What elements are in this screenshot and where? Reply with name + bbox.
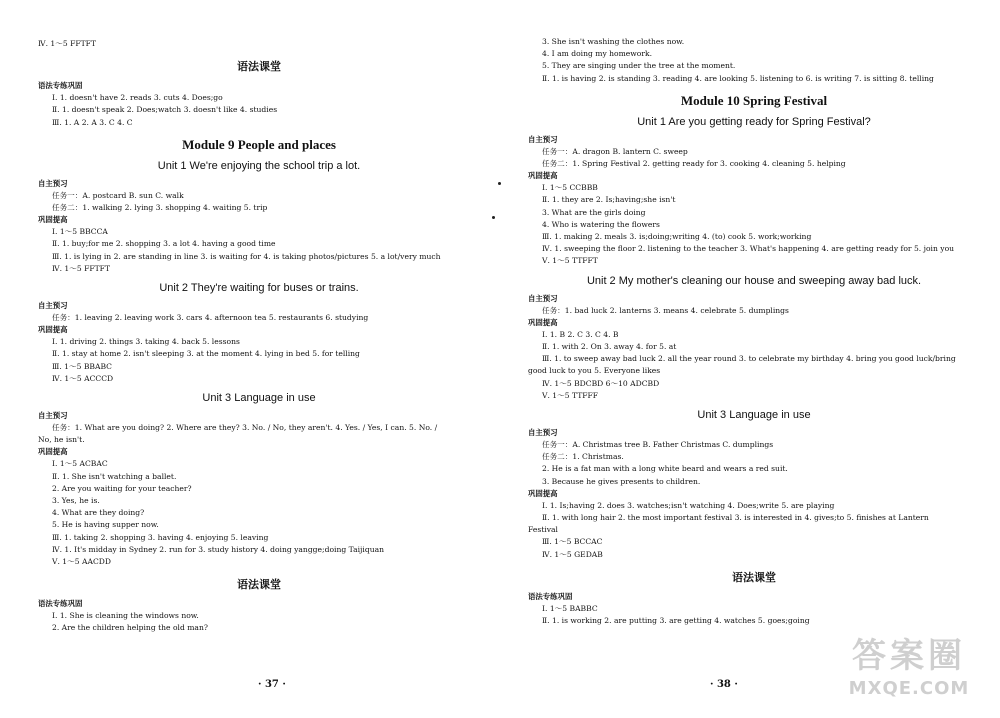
answer-line: Ⅲ. 1. making 2. meals 3. is;doing;writing 4. (to) cook 5. work;working bbox=[542, 232, 812, 242]
subsection-label: 巩固提高 bbox=[38, 447, 68, 457]
answer-line: Ⅰ. 1. B 2. C 3. C 4. B bbox=[542, 329, 619, 339]
subsection-label: 自主预习 bbox=[38, 301, 68, 311]
section-heading: 语法课堂 bbox=[237, 60, 281, 74]
subsection-label: 巩固提高 bbox=[38, 215, 68, 225]
answer-line: 任务一：A. dragon B. lantern C. sweep bbox=[542, 146, 688, 156]
subsection-label: 巩固提高 bbox=[528, 317, 558, 327]
answer-line: Ⅳ. 1～5 BDCBD 6～10 ADCBD bbox=[542, 378, 660, 388]
answer-line: Ⅰ. 1. driving 2. things 3. taking 4. back 5. lessons bbox=[52, 337, 240, 347]
answer-line: Ⅱ. 1. is having 2. is standing 3. reading 4. are looking 5. listening to 6. is writing 7. is sitting 8. telling bbox=[542, 73, 934, 83]
answer-line: Ⅳ. 1～5 GEDAB bbox=[542, 549, 603, 559]
answer-line: good luck to you 5. Everyone likes bbox=[528, 366, 661, 376]
left-page-content bbox=[38, 38, 480, 635]
answer-line: Ⅲ. 1～5 BBABC bbox=[52, 361, 112, 371]
subsection-label: 巩固提高 bbox=[38, 325, 68, 335]
answer-line: 任务二：1. Christmas. bbox=[542, 452, 624, 462]
subsection-label: 自主预习 bbox=[528, 293, 558, 303]
watermark-logo bbox=[824, 634, 994, 714]
answer-line: 3. Because he gives presents to children. bbox=[542, 476, 701, 486]
answer-line: 4. Who is watering the flowers bbox=[542, 219, 660, 229]
answer-line: 4. I am doing my homework. bbox=[542, 49, 653, 59]
answer-line: 任务一：A. postcard B. sun C. walk bbox=[52, 190, 184, 200]
answer-line: 5. They are singing under the tree at the moment. bbox=[542, 61, 736, 71]
answer-line: 2. He is a fat man with a long white beard and wears a red suit. bbox=[542, 464, 788, 474]
answer-line: 3. What are the girls doing bbox=[542, 207, 646, 217]
answer-line: Ⅱ. 1. they are 2. Is;having;she isn't bbox=[542, 195, 676, 205]
answer-line: Ⅱ. 1. doesn't speak 2. Does;watch 3. doesn't like 4. studies bbox=[52, 105, 278, 115]
answer-line: Ⅰ. 1. She is cleaning the windows now. bbox=[52, 611, 199, 621]
answer-line: Ⅱ. 1. with long hair 2. the most important festival 3. is interested in 4. gives;to 5. finishes at Lantern bbox=[542, 513, 929, 523]
answer-line: Festival bbox=[528, 525, 558, 535]
answer-line: Ⅳ. 1～5 ACCCD bbox=[52, 373, 114, 383]
answer-line: Ⅲ. 1. taking 2. shopping 3. having 4. enjoying 5. leaving bbox=[52, 532, 269, 542]
answer-line: 任务：1. leaving 2. leaving work 3. cars 4. afternoon tea 5. restaurants 6. studying bbox=[52, 313, 369, 323]
answer-line: Ⅰ. 1～5 BABBC bbox=[542, 603, 598, 613]
scan-speck bbox=[492, 216, 495, 219]
answer-line: Ⅱ. 1. She isn't watching a ballet. bbox=[52, 471, 177, 481]
answer-line: Ⅱ. 1. with 2. On 3. away 4. for 5. at bbox=[542, 342, 677, 352]
answer-line: Ⅱ. 1. buy;for me 2. shopping 3. a lot 4. having a good time bbox=[52, 239, 276, 249]
watermark-text-top: 答案圈 bbox=[852, 636, 966, 676]
page-number-right: · 38 · bbox=[710, 679, 738, 690]
answer-line: Ⅳ. 1. It's midday in Sydney 2. run for 3. study history 4. doing yangge;doing Taijiquan bbox=[52, 544, 385, 554]
page-number-left: · 37 · bbox=[258, 679, 286, 690]
answer-line: Ⅰ. 1～5 CCBBB bbox=[542, 183, 598, 193]
section-heading: Unit 1 We're enjoying the school trip a lot. bbox=[157, 159, 361, 172]
answer-line: 2. Are you waiting for your teacher? bbox=[52, 483, 192, 493]
answer-line: Ⅱ. 1. stay at home 2. isn't sleeping 3. at the moment 4. lying in bed 5. for telling bbox=[52, 349, 360, 359]
answer-line: 4. What are they doing? bbox=[52, 508, 145, 518]
subsection-label: 语法专练巩固 bbox=[38, 81, 83, 91]
section-heading: Module 10 Spring Festival bbox=[680, 92, 828, 108]
section-heading: Unit 2 They're waiting for buses or trains. bbox=[159, 282, 359, 295]
answer-line: 5. He is having supper now. bbox=[52, 520, 159, 530]
answer-line: Ⅳ. 1～5 FFTFT bbox=[38, 39, 97, 48]
answer-line: Ⅰ. 1～5 ACBAC bbox=[52, 459, 108, 469]
answer-line: Ⅴ. 1～5 AACDD bbox=[52, 557, 111, 567]
answer-line: 3. She isn't washing the clothes now. bbox=[542, 37, 685, 46]
subsection-label: 自主预习 bbox=[528, 428, 558, 438]
answer-line: 任务二：1. walking 2. lying 3. shopping 4. waiting 5. trip bbox=[52, 203, 268, 213]
watermark-text-bottom: MXQE.COM bbox=[848, 678, 970, 699]
subsection-label: 巩固提高 bbox=[528, 488, 558, 498]
subsection-label: 自主预习 bbox=[38, 178, 68, 188]
answer-line: Ⅰ. 1～5 BBCCA bbox=[52, 227, 108, 237]
subsection-label: 自主预习 bbox=[528, 134, 558, 144]
section-heading: Unit 1 Are you getting ready for Spring Festival? bbox=[637, 115, 871, 128]
answer-line: Ⅲ. 1. A 2. A 3. C 4. C bbox=[52, 117, 133, 127]
answer-line: 任务：1. What are you doing? 2. Where are they? 3. No. / No, they aren't. 4. Yes. / Yes, I can. 5. No. / bbox=[52, 423, 438, 433]
answer-line: 3. Yes, he is. bbox=[52, 496, 100, 506]
answer-line: 2. Are the children helping the old man? bbox=[52, 623, 208, 633]
section-heading: 语法课堂 bbox=[237, 578, 281, 592]
answer-line: Ⅰ. 1. Is;having 2. does 3. watches;isn't watching 4. Does;write 5. are playing bbox=[542, 500, 835, 510]
right-page-content bbox=[528, 36, 980, 627]
answer-line: 任务二：1. Spring Festival 2. getting ready for 3. cooking 4. cleaning 5. helping bbox=[542, 159, 846, 169]
answer-line: Ⅲ. 1～5 BCCAC bbox=[542, 537, 603, 547]
subsection-label: 巩固提高 bbox=[528, 171, 558, 181]
answer-line: Ⅲ. 1. is lying in 2. are standing in line 3. is waiting for 4. is taking photos/pictures 5. a lot/very much bbox=[52, 251, 441, 261]
subsection-label: 语法专练巩固 bbox=[528, 591, 573, 601]
answer-line: Ⅲ. 1. to sweep away bad luck 2. all the year round 3. to celebrate my birthday 4. bring you good luck/bring bbox=[542, 354, 956, 364]
answer-line: No, he isn't. bbox=[38, 435, 85, 445]
answer-line: Ⅰ. 1. doesn't have 2. reads 3. cuts 4. Does;go bbox=[52, 93, 223, 103]
answer-line: Ⅴ. 1～5 TTFFT bbox=[542, 256, 598, 266]
section-heading: Unit 2 My mother's cleaning our house and sweeping away bad luck. bbox=[586, 274, 922, 287]
answer-line: Ⅳ. 1. sweeping the floor 2. listening to the teacher 3. What's happening 4. are getting ready for 5. join you bbox=[542, 244, 955, 254]
answer-line: 任务一：A. Christmas tree B. Father Christmas C. dumplings bbox=[542, 440, 774, 450]
answer-line: Ⅱ. 1. is working 2. are putting 3. are getting 4. watches 5. goes;going bbox=[542, 616, 810, 626]
section-heading: Module 9 People and places bbox=[182, 136, 336, 152]
subsection-label: 语法专练巩固 bbox=[38, 599, 83, 609]
section-heading: 语法课堂 bbox=[732, 570, 776, 584]
scan-speck bbox=[498, 182, 501, 185]
subsection-label: 自主预习 bbox=[38, 411, 68, 421]
section-heading: Unit 3 Language in use bbox=[697, 409, 811, 422]
section-heading: Unit 3 Language in use bbox=[202, 392, 316, 405]
answer-line: Ⅴ. 1～5 TTFFF bbox=[542, 390, 599, 400]
answer-line: Ⅳ. 1～5 FFTFT bbox=[52, 263, 111, 273]
right-page bbox=[500, 0, 1000, 718]
answer-line: 任务：1. bad luck 2. lanterns 3. means 4. celebrate 5. dumplings bbox=[542, 305, 789, 315]
